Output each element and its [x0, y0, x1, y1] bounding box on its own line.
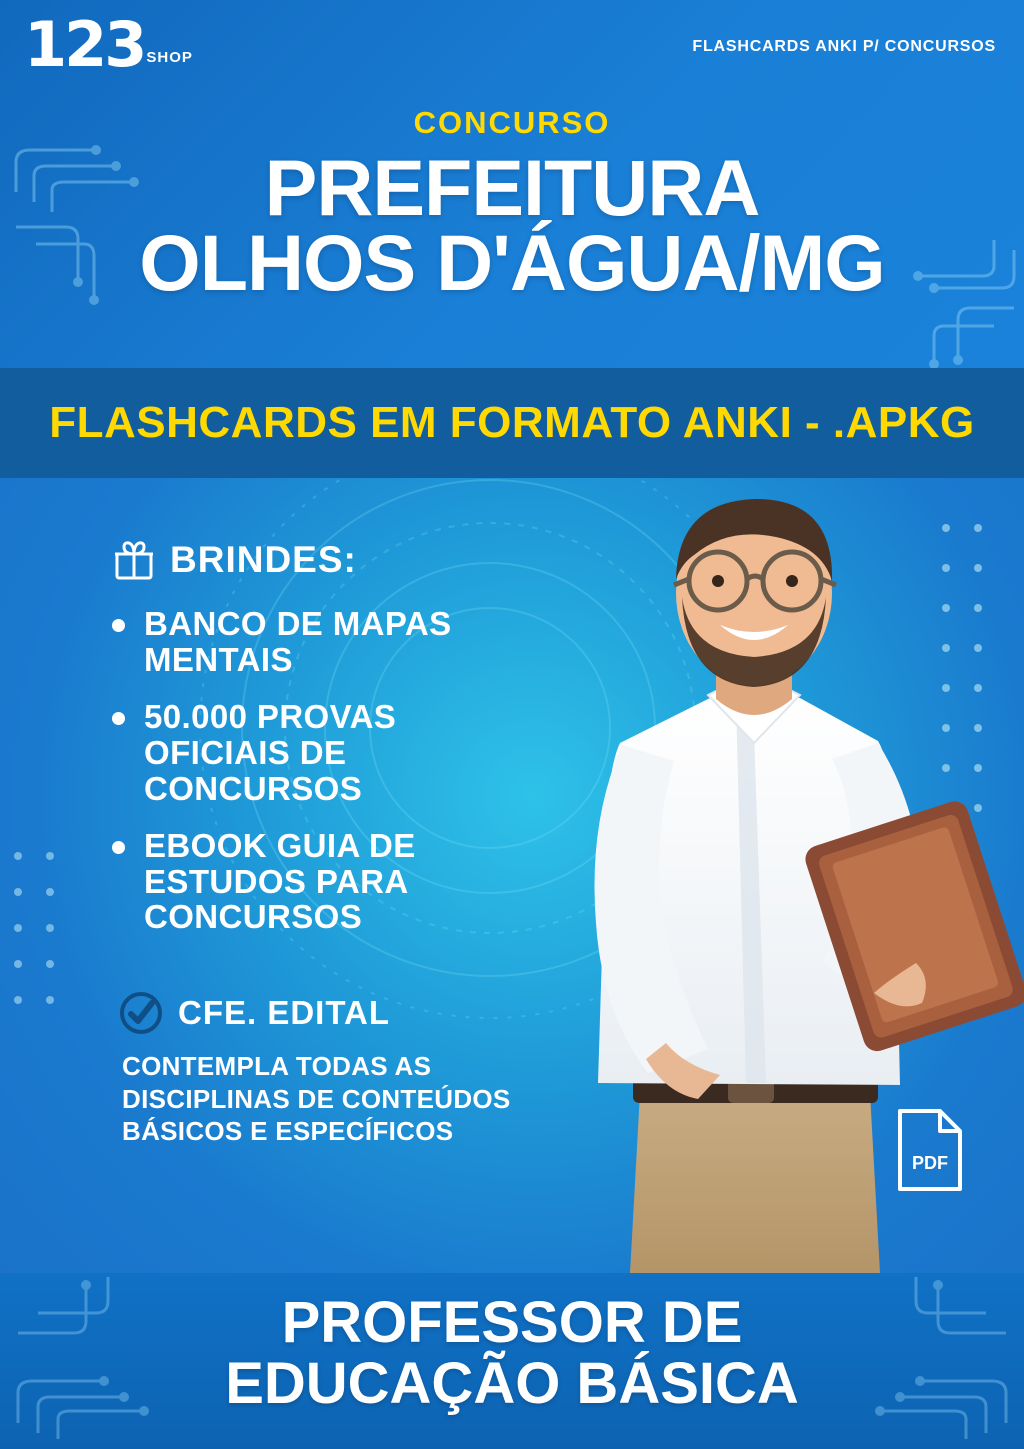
list-item: BANCO DE MAPAS MENTAIS — [108, 606, 538, 677]
brand-logo-number: 123 — [24, 8, 145, 81]
footer-role-title — [0, 1290, 1024, 1416]
format-band — [0, 368, 1024, 478]
gift-icon — [112, 538, 156, 582]
poster-header — [0, 0, 1024, 368]
poster-footer — [0, 1273, 1024, 1449]
header-tagline: FLASHCARDS ANKI P/ CONCURSOS — [692, 38, 996, 55]
brand-logo — [24, 8, 193, 81]
dot-grid-left-decoration — [10, 848, 90, 1018]
bonus-list — [108, 606, 538, 957]
pdf-label: PDF — [912, 1153, 948, 1173]
footer-role-line1: PROFESSOR DE — [281, 1290, 743, 1355]
page-title-line1: PREFEITURA — [264, 143, 760, 232]
pdf-file-icon — [894, 1107, 966, 1193]
check-circle-icon — [118, 990, 164, 1036]
edital-heading: CFE. EDITAL — [178, 994, 391, 1031]
page-title-line2: OLHOS D'ÁGUA/MG — [139, 218, 885, 308]
list-item: 50.000 PROVAS OFICIAIS DE CONCURSOS — [108, 699, 538, 806]
poster-body — [0, 478, 1024, 1273]
list-item: EBOOK GUIA DE ESTUDOS PARA CONCURSOS — [108, 828, 538, 935]
brand-logo-suffix: SHOP — [146, 49, 193, 66]
edital-heading-row — [118, 990, 390, 1036]
bonus-heading-row — [112, 538, 357, 582]
footer-role-line2: EDUCAÇÃO BÁSICA — [225, 1350, 799, 1416]
format-band-text: FLASHCARDS EM FORMATO ANKI - .APKG — [49, 398, 975, 447]
header-kicker: CONCURSO — [413, 105, 611, 140]
page-title — [0, 143, 1024, 308]
bonus-heading: BRINDES: — [170, 539, 357, 580]
edital-description: CONTEMPLA TODAS AS DISCIPLINAS DE CONTEÚDOS BÁSICOS E ESPECÍFICOS — [122, 1051, 511, 1146]
